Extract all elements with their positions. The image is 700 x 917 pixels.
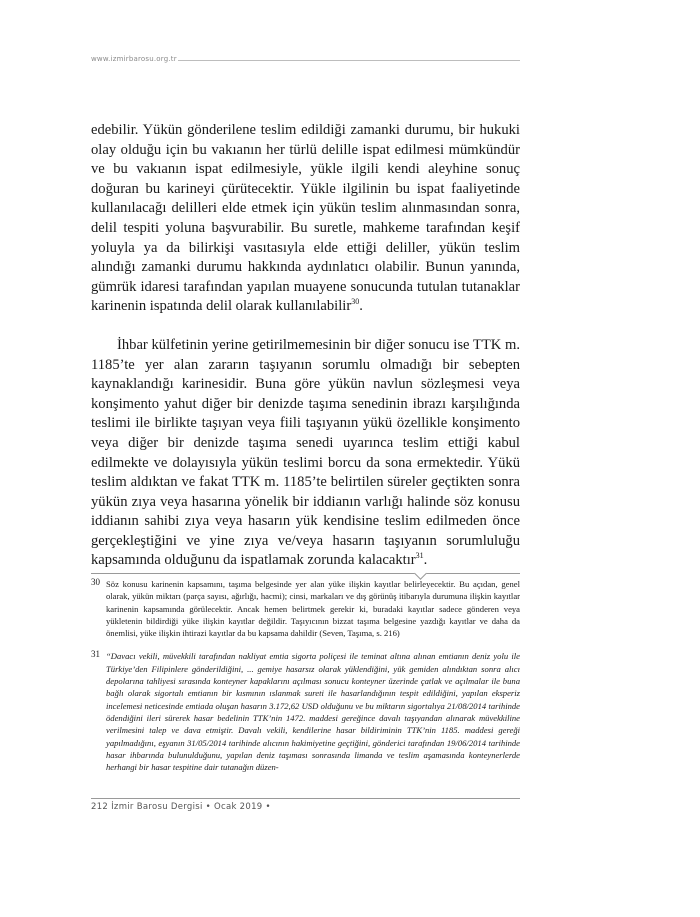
footnote-text: “Davacı vekili, müvekkili tarafından nakliyat emtia sigorta poliçesi ile teminat altına alınan emtianın deniz yolu ile Türkiye’den Filipinlere gönderildiğini, ... gemiye hasarsız olarak yüklendiğini, yük gemiden alındıktan sonra alıcı depolarına tahliyesi sırasında konteyner kapaklarını açılması sonucu konteyner üzerinde çatlak ve açılmalar ile buna bağlı olarak sigortalı emtianın bir kısmının ıslanmak sureti ile hasarlandığının tespit edildiğini, yapılan eksperiz incelemesi neticesinde emtiada oluşan hasarın 3.172,62 USD olduğunu ve bu miktarın sigortalıya 21/08/2014 tarihinde ödendiğini ileri sürerek hasar bedelinin TTK’nin 1472. maddesi gereğince davalı taşıyandan alınarak müvekkiline verilmesini talep ve dava etmiştir. Davalı vekili, kendilerine hasar bildiriminin TTK’nin 1185. maddesi gereği yapılmadığını, eşyanın 31/05/2014 tarihinde alıcının hakimiyetine geçtiğini, gönderici tarafından 19/06/2014 tarihinde hasar ihbarında bulunulduğunu, yapılan deniz taşıması sonrasında limanda ve teslim aşamasında konteynerlerde herhangi bir hasar tespitine dair tutanağın düzen- bbox=[106, 651, 520, 773]
paragraph-2: İhbar külfetinin yerine getirilmemesinin bir diğer sonucu ise TTK m. 1185’te yer alan zararın taşıyanın sorumlu olmadığı bir sebepten kaynaklandığı karinesidir. Buna göre yükün navlun sözleşmesi veya konşimento yahut diğer bir denizde taşıma senedinin ibrazı karşılığında teslimi ile birlikte taşıyan veya fiili taşıyanın yükü özellikle konşimento veya diğer bir denizde taşıma senedi uyarınca teslim ettiği kabul edilmekte ve dolayısıyla yükün teslimi borcu da sona ermektedir. Yükü teslim aldıktan ve fakat TTK m. 1185’te belirtilen süreler geçtikten sonra yükün zıya veya hasarına yönelik bir iddianın varlığı halinde söz konusu iddianın sahibi zıya veya hasarın yük kendisine teslim edilmeden önce gerçekleştiğini ve yine zıya ve/veya hasarın taşıyanın sorumluluğu kapsamında olduğunu da ispatlamak zorunda kalacaktır$^{31}$. bbox=[91, 336, 520, 569]
footnote-text: Söz konusu karinenin kapsamını, taşıma belgesinde yer alan yüke ilişkin kayıtlar belirleyecektir. Bu açıdan, genel olarak, yükün miktarı (parça sayısı, ağırlığı, hacmi); cinsi, markaları ve dış görünüş itibarıyla durumuna ilişkin kayıtlar karinenin kapsamında görülecektir. Ancak hemen belirtmek gerekir ki, buradaki kayıtlar sadece gönderen veya yükletenin bildirdiği yüke ilişkin kayıtlar değildir. Taşıyıcının bizzat taşıma belgesine yazdığı kayıtlar ve daha da önemlisi, yüke ilişkin ihtirazi kayıtlar da bu kapsama dahildir (Seven, Taşıma, s. 216) bbox=[106, 579, 520, 639]
footnote-30 bbox=[91, 578, 520, 639]
paragraph-1-text: edebilir. Yükün gönderilene teslim edildiği zamanki durumu, bir hukuki olay olduğu için bu vakıanın her türlü delille ispat edilmesi mümkündür ve bu vakıanın ispat edilmesiyle, yükle ilgili kendi aleyhine sonuç doğuran bu karineyi çürütecektir. Yükle ilgilinin bu ispat faaliyetinde kullanılacağı delilleri elde etmek için yükün teslim alınmasından sonra, delil tespiti yoluna başvurabilir. Bu suretle, mahkeme tarafından keşif yoluyla ya da bilirkişi vasıtasıyla elde ettiği deliller, yükün teslim alındığı zamanki durumu hakkında aydınlatıcı olabilir. Bunun yanında, gümrük idaresi tarafından yapılan muayene sonucunda tutulan tutanaklar karinenin ispatında delil olarak kullanılabilir bbox=[91, 122, 520, 315]
footnote-rule bbox=[91, 573, 520, 574]
body-text bbox=[91, 121, 520, 571]
paragraph-1: edebilir. Yükün gönderilene teslim edildiği zamanki durumu, bir hukuki olay olduğu için bu vakıanın her türlü delille ispat edilmesi mümkündür ve bu vakıanın ispat edilmesiyle, yükle ilgili kendi aleyhine sonuç doğuran bu karineyi çürütecektir. Yükle ilgilinin bu ispat faaliyetinde kullanılacağı delilleri elde etmek için yükün teslim alınmasından sonra, delil tespiti yoluna başvurabilir. Bu suretle, mahkeme tarafından keşif yoluyla ya da bilirkişi vasıtasıyla elde ettiği deliller, yükün teslim alındığı zamanki durumu hakkında aydınlatıcı olabilir. Bunun yanında, gümrük idaresi tarafından yapılan muayene sonucunda tutulan tutanaklar karinenin ispatında delil olarak kullanılabilir$^{30}$. bbox=[91, 122, 520, 315]
page-footer: 212 İzmir Barosu Dergisi • Ocak 2019 • bbox=[91, 802, 271, 812]
footer-rule bbox=[91, 798, 520, 799]
footnote-ref-31[interactable]: 31 bbox=[415, 551, 424, 561]
footnote-ref-30[interactable]: 30 bbox=[351, 297, 360, 307]
header-rule bbox=[178, 60, 520, 61]
footnote-number: 31 bbox=[91, 649, 100, 660]
header-url: www.izmirbarosu.org.tr bbox=[91, 55, 177, 63]
footnotes bbox=[91, 578, 520, 784]
footnote-number: 30 bbox=[91, 577, 100, 587]
paragraph-2-text: İhbar külfetinin yerine getirilmemesinin bir diğer sonucu ise TTK m. 1185’te yer alan zararın taşıyanın sorumlu olmadığı bir sebepten kaynaklandığı karinesidir. Buna göre yükün navlun sözleşmesi veya konşimento yahut diğer bir denizde taşıma senedinin ibrazı karşılığında teslimi ile birlikte taşıyan veya fiili taşıyanın yükü özellikle konşimento veya diğer bir denizde taşıma senedi uyarınca teslim ettiği kabul edilmekte ve dolayısıyla yükün teslimi borcu da sona ermektedir. Yükü teslim aldıktan ve fakat TTK m. 1185’te belirtilen süreler geçtikten sonra yükün zıya veya hasarına yönelik bir iddianın varlığı halinde söz konusu iddianın sahibi zıya veya hasarın yük kendisine teslim edilmeden önce gerçekleştiğini ve yine zıya ve/veya hasarın taşıyanın sorumluluğu kapsamında olduğunu da ispatlamak zorunda kalacaktır bbox=[91, 336, 520, 569]
footnote-31 bbox=[91, 650, 520, 773]
